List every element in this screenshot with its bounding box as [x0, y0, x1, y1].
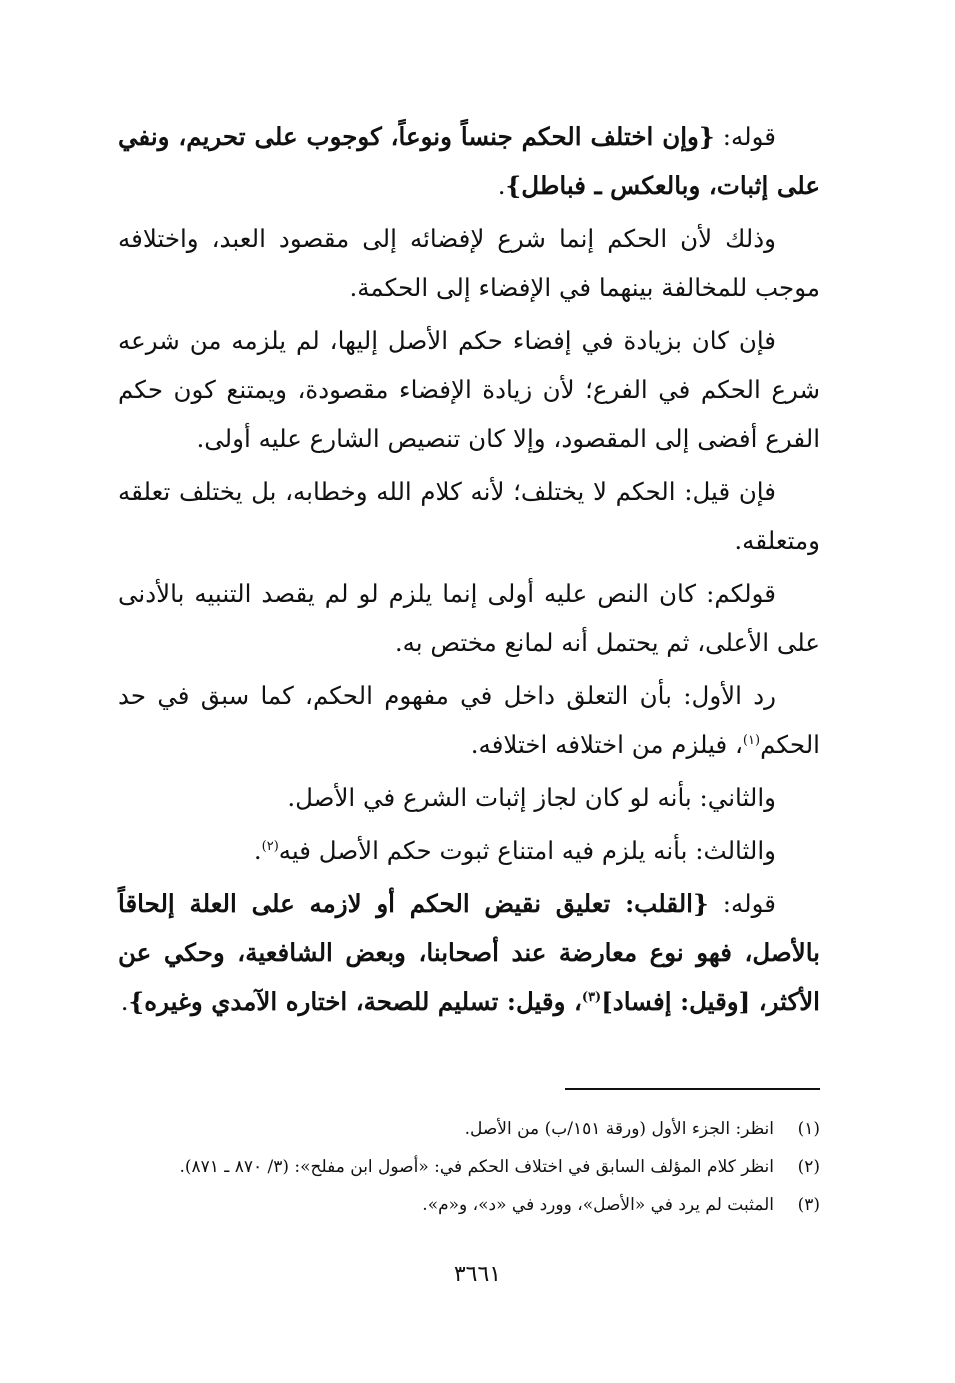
footnote-1	[118, 1110, 820, 1148]
footnote-ref-1[interactable]: (١)	[742, 732, 761, 748]
footnote-text: انظر كلام المؤلف السابق في اختلاف الحكم في: «أصول ابن مفلح»: (٣/ ٨٧٠ ـ ٨٧١).	[179, 1157, 774, 1177]
footnote-divider	[565, 1088, 820, 1090]
footnote-text: انظر: الجزء الأول (ورقة ١٥١/ب) من الأصل.	[464, 1119, 774, 1139]
footnote-ref-2[interactable]: (٢)	[261, 838, 279, 854]
quote-label: قوله:	[714, 122, 776, 151]
footnote-number: (٣)	[797, 1195, 820, 1215]
footnote-2	[118, 1148, 820, 1186]
footnote-text: المثبت لم يرد في «الأصل»، وورد في «د»، و«م».	[422, 1195, 774, 1215]
page-number: ٣٦٦١	[453, 1262, 502, 1287]
footnote-ref-3[interactable]: (٣)	[581, 989, 602, 1005]
paragraph-9	[118, 879, 820, 1026]
paragraph-end: .	[253, 836, 262, 865]
paragraph-6	[118, 671, 820, 769]
paragraph-5: قولكم: كان النص عليه أولى إنما يلزم لو لم يقصد التنبيه بالأدنى على الأعلى، ثم يحتمل أنه لمانع مختص به.	[118, 579, 820, 657]
quoted-text-continued: ، وقيل: تسليم للصحة، اختاره الآمدي وغيره}	[128, 987, 582, 1016]
paragraph-end: ، فيلزم من اختلافه اختلافه.	[470, 730, 743, 759]
footnotes	[118, 1110, 820, 1224]
paragraph-text: رد الأول: بأن التعلق داخل في مفهوم الحكم، كما سبق في حد الحكم	[118, 681, 820, 759]
footnote-number: (١)	[797, 1119, 820, 1139]
quote-label: قوله:	[708, 889, 776, 918]
page-body	[118, 112, 820, 1030]
quoted-text: {وإن اختلف الحكم جنساً ونوعاً، كوجوب على تحريم، ونفي على إثبات، وبالعكس ـ فباطل}	[118, 122, 820, 200]
paragraph-2: وذلك لأن الحكم إنما شرع لإفضائه إلى مقصود العبد، واختلافه موجب للمخالفة بينهما في الإفضاء إلى الحكمة.	[118, 224, 820, 302]
footnote-number: (٢)	[797, 1157, 820, 1177]
paragraph-7: والثاني: بأنه لو كان لجاز إثبات الشرع في الأصل.	[287, 783, 776, 812]
paragraph-3: فإن كان بزيادة في إفضاء حكم الأصل إليها، لم يلزمه من شرعه شرع الحكم في الفرع؛ لأن زيادة الإفضاء مقصودة، ويمتنع كون حكم الفرع أفضى إلى المقصود، وإلا كان تنصيص الشارع عليه أولى.	[118, 326, 820, 453]
paragraph-1	[118, 112, 820, 210]
paragraph-end: .	[497, 171, 506, 200]
quoted-text: {القلب: تعليق نقيض الحكم أو لازمه على العلة إلحاقاً بالأصل، فهو نوع معارضة عند أصحابنا، وبعض الشافعية، وحكي عن الأكثر، [وقيل: إفساد]	[118, 889, 820, 1016]
footnote-3	[118, 1186, 820, 1224]
paragraph-text: والثالث: بأنه يلزم فيه امتناع ثبوت حكم الأصل فيه	[278, 836, 776, 865]
paragraph-8	[118, 826, 820, 875]
paragraph-4: فإن قيل: الحكم لا يختلف؛ لأنه كلام الله وخطابه، بل يختلف تعلقه ومتعلقه.	[118, 477, 820, 555]
paragraph-end: .	[120, 987, 129, 1016]
